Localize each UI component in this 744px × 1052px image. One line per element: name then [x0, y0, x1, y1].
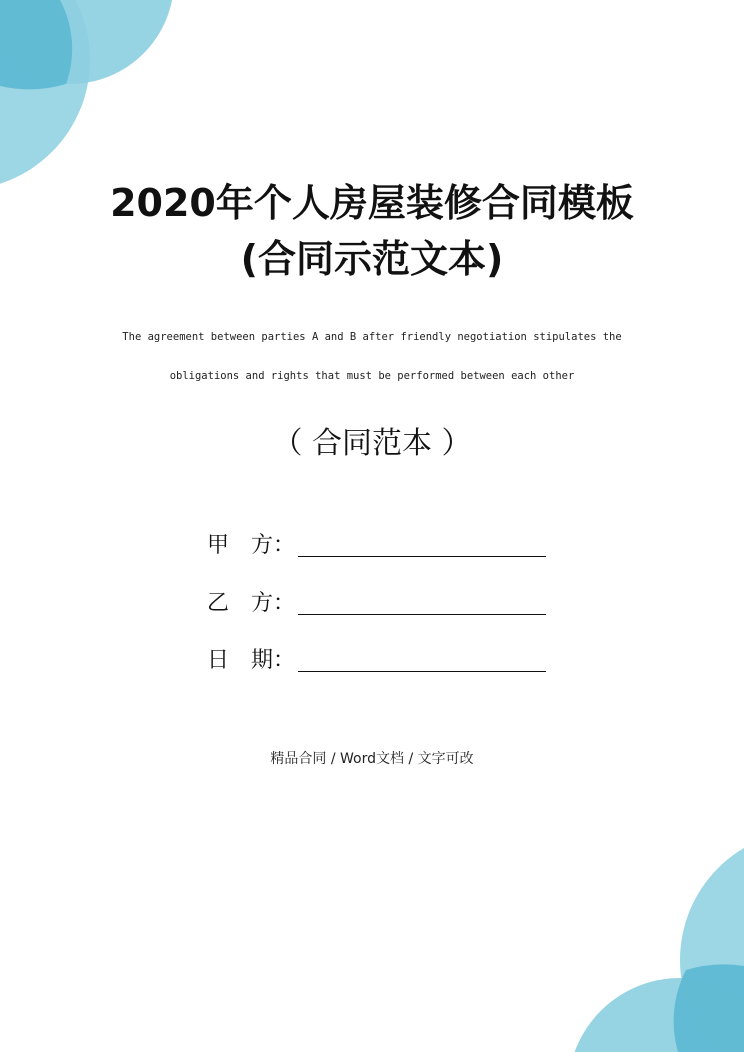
- party-b-fill-line[interactable]: [298, 614, 546, 615]
- document-title: 2020年个人房屋装修合同模板: [110, 181, 634, 225]
- party-a-label: 甲 方：: [207, 533, 296, 558]
- party-b-field: [207, 590, 547, 620]
- party-a-fill-line[interactable]: [298, 556, 546, 557]
- top-left-circles: [0, 0, 174, 190]
- party-b-label: 乙 方：: [207, 591, 296, 616]
- contract-sample-label: （ 合同范本 ）: [272, 426, 472, 461]
- party-a-field: [207, 532, 547, 562]
- bottom-right-circles: [568, 830, 744, 1052]
- english-description-line-1: The agreement between parties A and B after friendly negotiation stipulates the: [122, 331, 622, 343]
- date-fill-line[interactable]: [298, 671, 546, 672]
- document-title-subline: (合同示范文本): [240, 237, 504, 281]
- english-description-line-2: obligations and rights that must be performed between each other: [169, 370, 575, 382]
- document-footer: 精品合同 / Word文档 / 文字可改: [270, 751, 474, 767]
- date-field: [207, 647, 547, 677]
- date-label: 日 期：: [207, 648, 296, 673]
